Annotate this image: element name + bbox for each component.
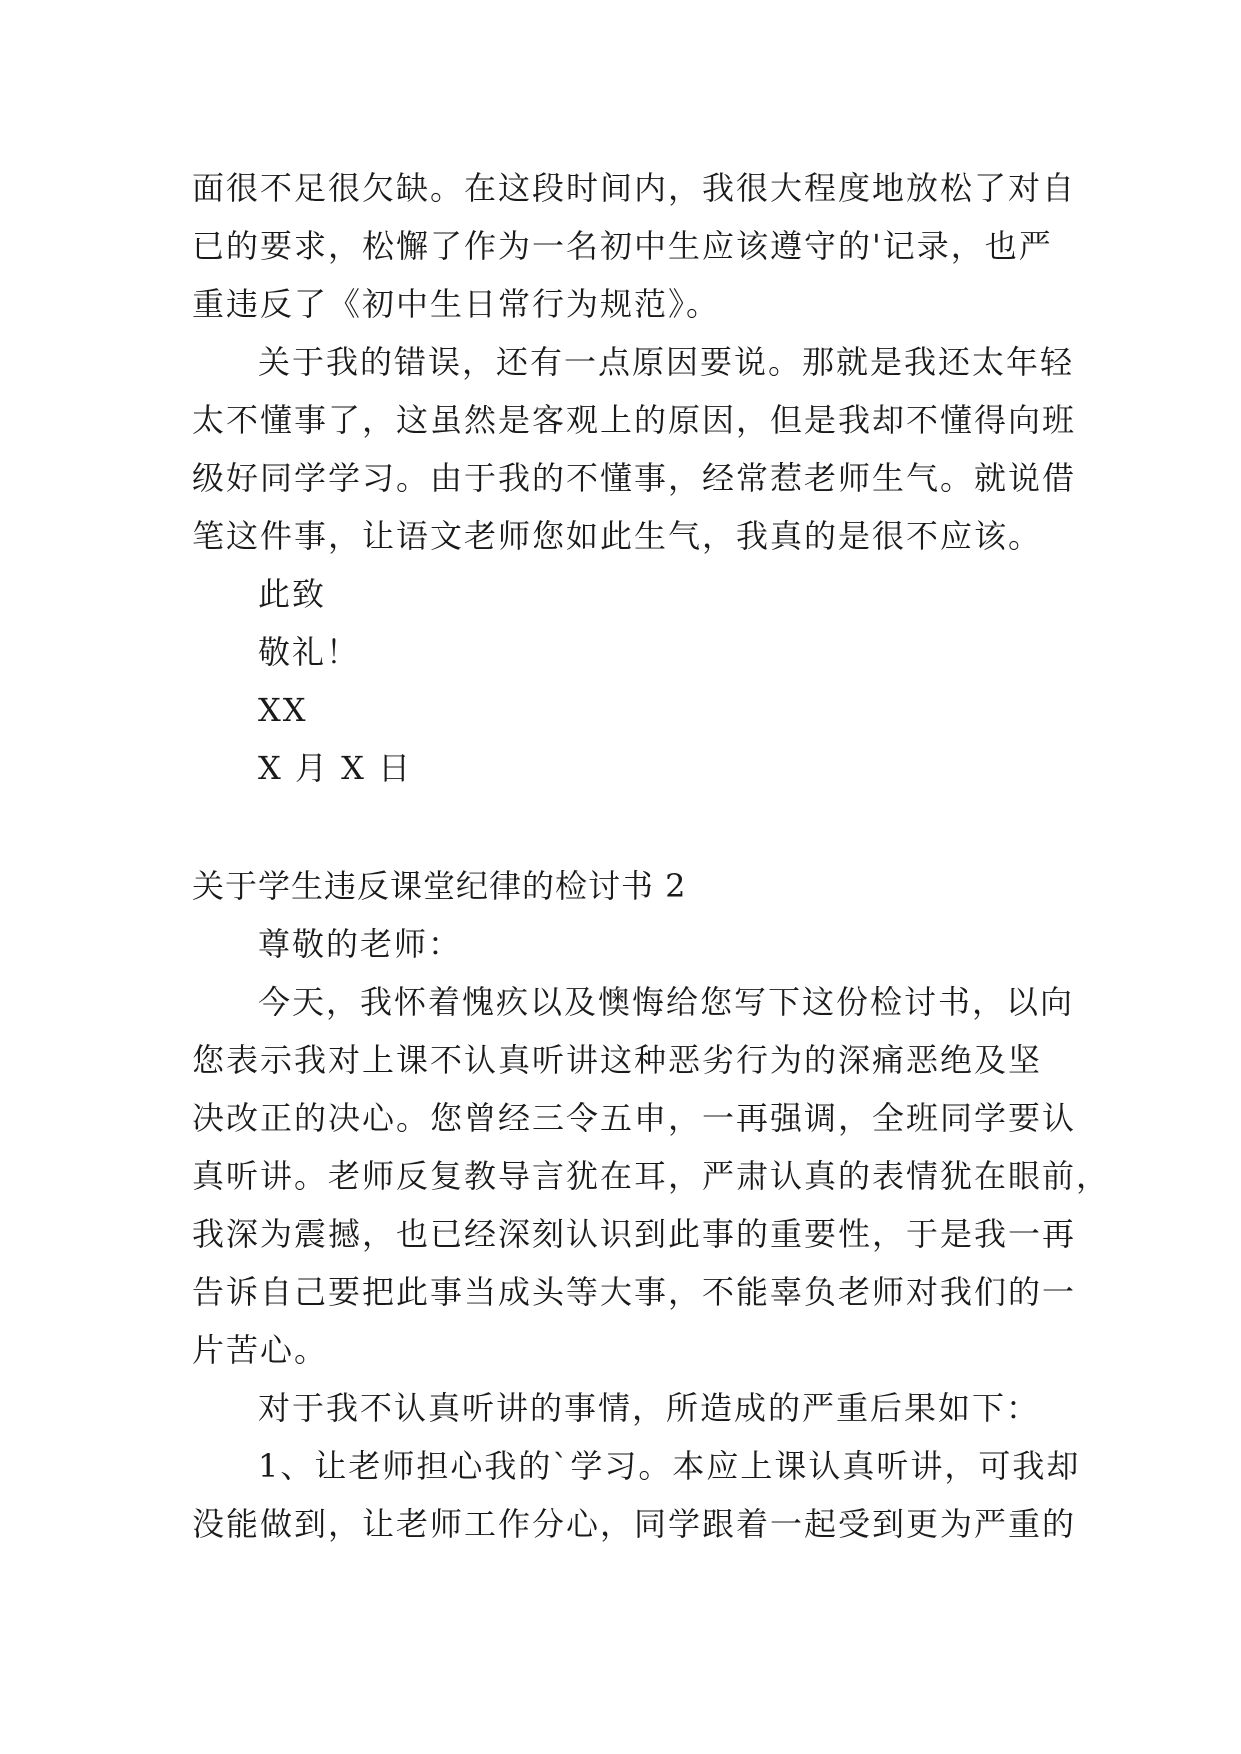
- signature-name: XX: [258, 691, 308, 729]
- section-title: 关于学生违反课堂纪律的检讨书 2: [192, 867, 687, 905]
- signature-date: X 月 X 日: [258, 749, 413, 787]
- paragraph-start-line: 对于我不认真听讲的事情，所造成的严重后果如下：: [258, 1389, 1041, 1427]
- body-line: 我深为震撼，也已经深刻认识到此事的重要性，于是我一再: [192, 1215, 1077, 1253]
- body-line: 笔这件事，让语文老师您如此生气，我真的是很不应该。: [192, 517, 1043, 555]
- paragraph-start-line: 关于我的错误，还有一点原因要说。那就是我还太年轻: [258, 343, 1075, 381]
- body-line: 真听讲。老师反复教导言犹在耳，严肃认真的表情犹在眼前，: [192, 1157, 1111, 1195]
- body-line: 您表示我对上课不认真听讲这种恶劣行为的深痛恶绝及坚: [192, 1041, 1043, 1079]
- paragraph-start-line: 今天，我怀着愧疚以及懊悔给您写下这份检讨书，以向: [258, 983, 1075, 1021]
- body-line: 没能做到，让老师工作分心，同学跟着一起受到更为严重的: [192, 1505, 1077, 1543]
- closing-salutation: 此致: [258, 575, 327, 613]
- body-line: 太不懂事了，这虽然是客观上的原因，但是我却不懂得向班: [192, 401, 1077, 439]
- body-line: 级好同学学习。由于我的不懂事，经常惹老师生气。就说借: [192, 459, 1077, 497]
- body-line: 已的要求，松懈了作为一名初中生应该遵守的'记录，也严: [192, 227, 1053, 265]
- body-line: 重违反了《初中生日常行为规范》。: [192, 285, 721, 323]
- greeting: 尊敬的老师：: [258, 925, 463, 963]
- body-line: 决改正的决心。您曾经三令五申，一再强调，全班同学要认: [192, 1099, 1077, 1137]
- list-item-line: 1、让老师担心我的`学习。本应上课认真听讲，可我却: [258, 1447, 1081, 1485]
- body-line: 告诉自己要把此事当成头等大事，不能辜负老师对我们的一: [192, 1273, 1077, 1311]
- body-line: 片苦心。: [192, 1331, 329, 1369]
- closing-regards: 敬礼！: [258, 633, 361, 671]
- body-line: 面很不足很欠缺。在这段时间内，我很大程度地放松了对自: [192, 169, 1077, 207]
